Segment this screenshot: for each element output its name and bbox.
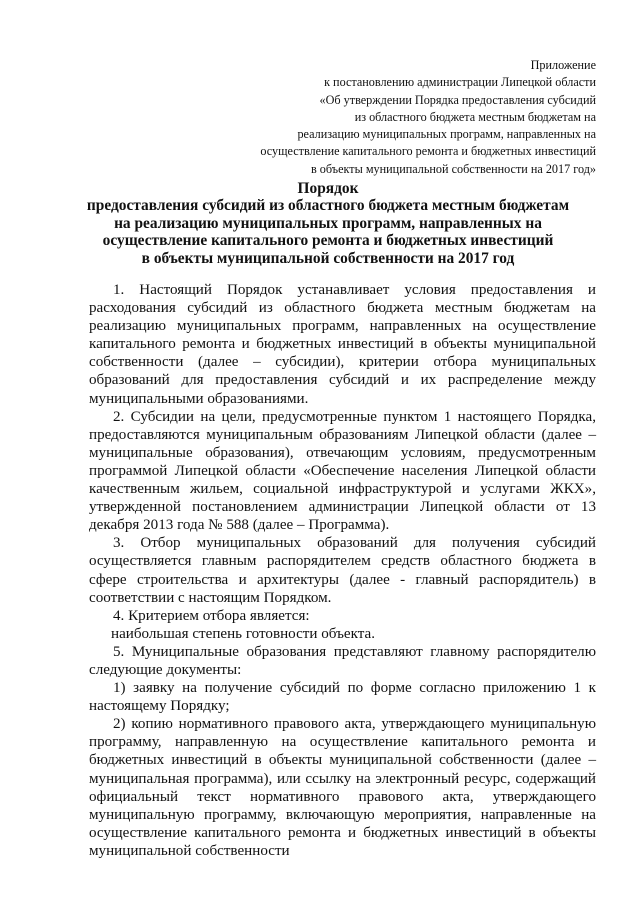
list-item-2: 2) копию нормативного правового акта, утверждающего муниципальную программу, направленную на осуществление капитального ремонта и бюджетных инвестиций в объекты муниципальной собственности (далее – муниципальная программа), или ссылку на электронный ресурс, содержащий официальный текст нормативного правового акта, утверждающего муниципальную программу, включающую мероприятия, направленные на осуществление капитального ремонта и бюджетных инвестиций в объекты муниципальной собственности bbox=[89, 716, 596, 859]
list-item-1: 1) заявку на получение субсидий по форме согласно приложению 1 к настоящему Порядку; bbox=[89, 680, 596, 715]
paragraph-2: 2. Субсидии на цели, предусмотренные пунктом 1 настоящего Порядка, предоставляются муниципальным образованиям Липецкой области (далее – муниципальные образования), отвечающим условиям, предусмотренным программой Липецкой области «Обеспечение населения Липецкой области качественным жильем, социальной инфраструктурой и услугами ЖКХ», утвержденной постановлением администрации Липецкой области от 13 декабря 2013 года № 588 (далее – Программа). bbox=[89, 408, 596, 534]
appendix-line: Приложение bbox=[530, 58, 596, 72]
appendix-line: «Об утверждении Порядка предоставления субсидий bbox=[319, 92, 596, 107]
title-line: в объекты муниципальной собственности на 2017 год bbox=[141, 249, 515, 267]
paragraph-1: 1. Настоящий Порядок устанавливает условия предоставления и расходования субсидий из областного бюджета местным бюджетам на реализацию муниципальных программ, направленных на осуществление капитального ремонта и бюджетных инвестиций в объекты муниципальной собственности (далее – субсидии), критерии отбора муниципальных образований для предоставления субсидий и их распределение между муниципальными образованиями. bbox=[89, 282, 596, 407]
appendix-note bbox=[240, 57, 596, 178]
title-line: осуществление капитального ремонта и бюджетных инвестиций bbox=[102, 232, 554, 250]
appendix-line: в объекты муниципальной собственности на 2017 год» bbox=[311, 161, 596, 176]
document-body bbox=[89, 281, 596, 860]
paragraph-3: 3. Отбор муниципальных образований для получения субсидий осуществляется главным распорядителем средств областного бюджета в сфере строительства и архитектуры (далее - главный распорядитель) в соответствии с настоящим Порядком. bbox=[89, 535, 596, 606]
appendix-line: реализацию муниципальных программ, направленных на bbox=[297, 127, 596, 142]
title-line: Порядок bbox=[297, 180, 359, 197]
paragraph-5: 5. Муниципальные образования представляют главному распорядителю следующие документы: bbox=[89, 643, 596, 678]
paragraph-4-criterion: наибольшая степень готовности объекта. bbox=[111, 625, 375, 642]
appendix-line: из областного бюджета местным бюджетам на bbox=[354, 109, 596, 124]
appendix-line: осуществление капитального ремонта и бюджетных инвестиций bbox=[260, 144, 596, 159]
title-line: на реализацию муниципальных программ, направленных на bbox=[114, 214, 542, 232]
appendix-line: к постановлению администрации Липецкой области bbox=[324, 75, 596, 90]
paragraph-4: 4. Критерием отбора является: bbox=[113, 607, 310, 624]
document-title bbox=[60, 180, 596, 267]
title-line: предоставления субсидий из областного бюджета местным бюджетам bbox=[86, 197, 570, 215]
